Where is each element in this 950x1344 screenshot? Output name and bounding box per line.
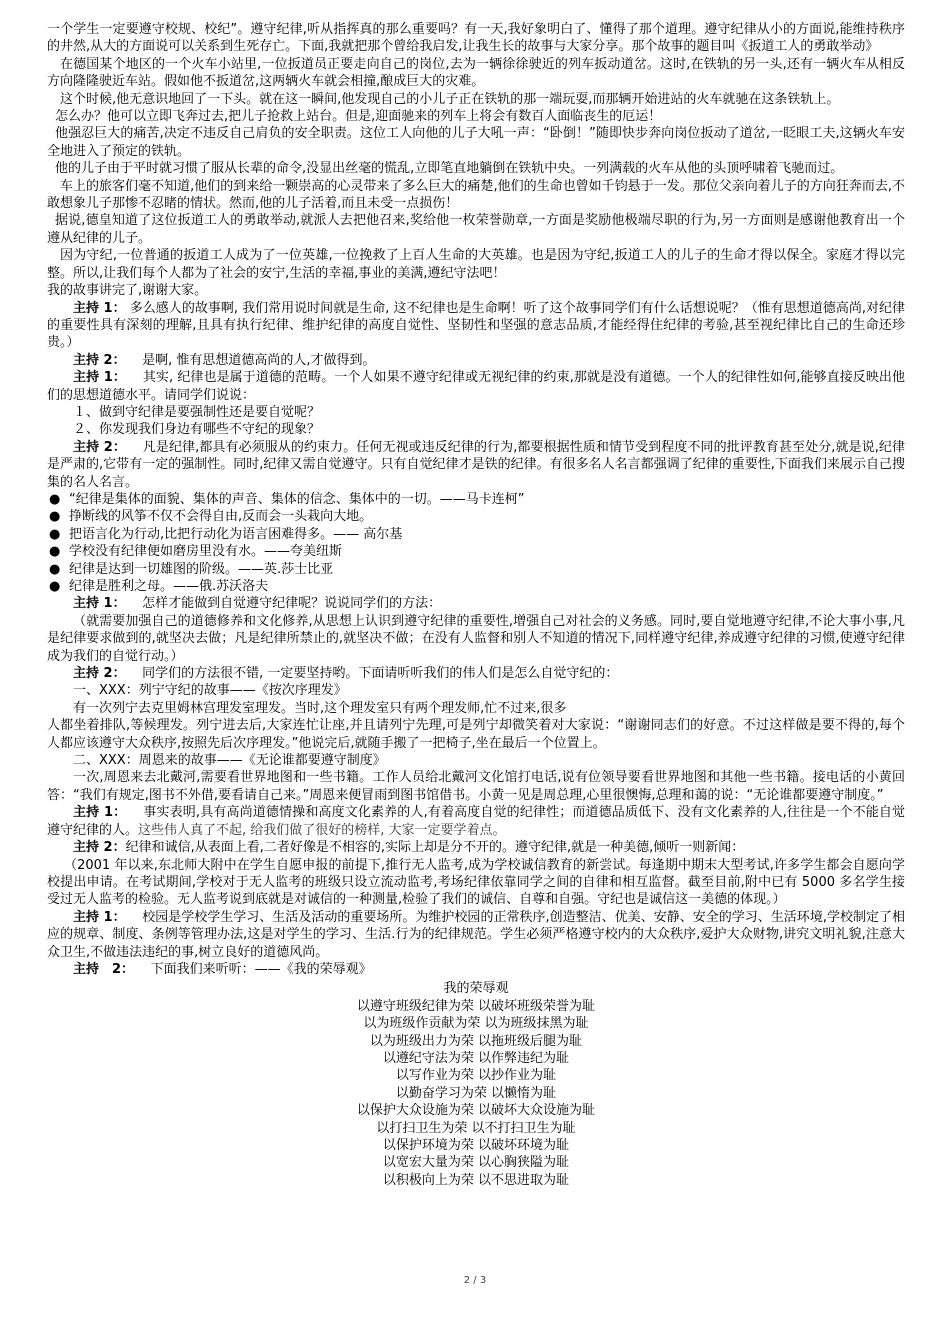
bullet-icon: ● <box>49 491 61 507</box>
poem-line: 以为班级作贡献为荣 以为班级抹黑为耻 <box>363 1016 589 1032</box>
story-paragraph: 有一次列宁去克里姆林宫理发室理发。当时,这个理发室只有两个理发师,忙不过来,很多 <box>73 700 567 716</box>
host-line <box>47 352 905 369</box>
bullet-icon: ● <box>49 561 61 577</box>
poem-line: 以写作业为荣 以抄作业为耻 <box>395 1068 557 1084</box>
intro-paragraph: 一个学生一定要遵守校规、校纪”。遵守纪律,听从指挥真的那么重要吗？有一天,我好象明白了、懂得了那个道理。遵守纪律从小的方面说,能维持秩序的井然,从大的方面说可以关系到生死存亡。下面,我就把那个曾给我启发,让我生长的故事与大家分享。那个故事的题目叫《扳道工人的勇敢举动》 <box>47 22 905 55</box>
host-line <box>47 804 905 839</box>
poem-line: 以保护环境为荣 以破坏环境为耻 <box>382 1138 570 1153</box>
poem-line: 以遵守班级纪律为荣 以破坏班级荣誉为耻 <box>356 998 596 1014</box>
story-closing: 我的故事讲完了,谢谢大家。 <box>47 283 208 299</box>
host-line <box>47 665 905 682</box>
host-text: 是啊, 惟有思想道德高尚的人,才做得到。 <box>142 352 376 368</box>
host-text: 同学们的方法很不错, 一定要坚持哟。下面请听听我们的伟人们是怎么自觉守纪的： <box>142 666 619 682</box>
story-paragraph: 据说,德皇知道了这位扳道工人的勇敢举动,就派人去把他召来,奖给他一枚荣誉勋章,一方面是奖励他极端尽职的行为,另一方面则是感谢他教育出一个遵从纪律的儿子。 <box>47 213 905 246</box>
poem-line: 以为班级出力为荣 以拖班级后腿为耻 <box>369 1033 583 1049</box>
poem-line: 以积极向上为荣 以不思进取为耻 <box>382 1172 570 1188</box>
poem-line: 以勤奋学习为荣 以懒惰为耻 <box>395 1085 557 1101</box>
host-text: 校园是学校学生学习、生活及活动的重要场所。为维护校园的正常秩序,创造整洁、优美、安静、安全的学习、生活环境,学校制定了相应的规章、制度、条例等管理办法,这是对学生的学习、生活.行为的纪律规范。学生必须严格遵守校内的大众秩序,爱护大众财物,讲究文明礼貌,注意大众卫生,不做违法违纪的事,树立良好的道德风尚。 <box>47 909 906 960</box>
poem-line: 以宽宏大量为荣 以心胸狭隘为耻 <box>382 1155 570 1171</box>
quote-item: ● 纪律是达到一切雄图的阶级。——英.莎士比亚 <box>49 561 334 577</box>
host-text: 纪律和诚信,从表面上看,二者好像是不相容的,实际上却是分不开的。遵守纪律,就是一种美德,倾听一则新闻： <box>125 840 745 856</box>
question-item: ２、你发现我们身边有哪些不守纪的现象？ <box>73 422 321 438</box>
host-aside: 这些伟人真了不起, 给我们做了很好的榜样, 大家一定要学着点。 <box>138 822 506 838</box>
host-text: 凡是纪律,都具有必须服从的约束力。任何无视或违反纪律的行为,都要根据性质和情节受到程度不同的批评教育甚至处分,就是说,纪律是严肃的,它带有一定的强制性。同时,纪律又需自觉遵守。只有自觉纪律才是铁的纪律。有很多名人名言都强调了纪律的重要性,下面我们来展示自己搜集的名人名言。 <box>47 439 906 490</box>
poem-title: 我的荣辱观 <box>443 981 509 997</box>
quote-item: ● 纪律是胜利之母。——俄.苏沃洛夫 <box>49 579 269 594</box>
host-label: 主持 1： <box>73 805 127 821</box>
host-label: 主持 1： <box>73 909 126 925</box>
host-text: 事实表明,具有高尚道德情操和高度文化素养的人,有着高度自觉的纪律性；而道德品质低下、没有文化素养的人,往往是一个不能自觉遵守纪律的人。 <box>47 805 906 838</box>
story-title: 一、XXX：列宁守纪的故事——《按次序理发》 <box>73 683 347 699</box>
host-line <box>47 300 905 352</box>
news-paragraph: （2001 年以来,东北师大附中在学生自愿申报的前提下,推行无人监考,成为学校诚信教育的新尝试。每逢期中期末大型考试,许多学生都会自愿向学校提出申请。在考试期间,学校对于无人监考的班级只设立流动监考,考场纪律依靠同学之间的自律和相互监督。截至目前,附中已有 5000 多名学生接受过无人监考的检验。无人监考说到底就是对诚信的一种测量,检验了我们的诚信、自尊和自强。守纪也是诚信这一美德的体现。） <box>47 857 905 908</box>
host-label: 主持 1： <box>73 370 126 386</box>
host-line <box>47 909 905 961</box>
host-line <box>47 369 905 404</box>
story-paragraph: 在德国某个地区的一个火车小站里,一位扳道员正要走向自己的岗位,去为一辆徐徐驶近的列车扳动道岔。这时,在铁轨的另一头,还有一辆火车从相反方向隆隆驶近车站。假如他不扳道岔,这两辆火车就会相撞,酿成巨大的灾难。 <box>47 56 905 90</box>
story-paragraph: 一次,周恩来去北戴河,需要看世界地图和一些书籍。工作人员给北戴河文化馆打电话,说有位领导要看世界地图和其他一些书籍。接电话的小黄回答：“我们有规定,图书不外借,要看请自己来。”周恩来便冒雨到图书馆借书。小黄一见是周总理,心里很懊悔,总理和蔼的说：“无论谁都要遵守制度。” <box>47 770 905 803</box>
quote-item: ● 把语言化为行动,比把行动化为语言困难得多。—— 高尔基 <box>49 526 403 542</box>
poem-line: 以打扫卫生为荣 以不打扫卫生为耻 <box>376 1120 576 1136</box>
host-label: 主持 1： <box>73 596 126 612</box>
host-label: 主持 2： <box>73 352 126 368</box>
host-label: 主持 1： <box>73 300 126 316</box>
question-item: １、做到守纪律是要强制性还是要自觉呢？ <box>73 404 321 420</box>
quote-item: ● “纪律是集体的面貌、集体的声音、集体的信念、集体中的一切。——马卡连柯” <box>49 491 525 507</box>
host-label: 主持 2： <box>73 439 126 455</box>
host-text: 下面我们来听听：——《我的荣辱观》 <box>150 961 372 977</box>
honor-poem <box>47 980 905 1189</box>
host-text: 其实, 纪律也是属于道德的范畴。一个人如果不遵守纪律或无视纪律的约束,那就是没有道德。一个人的纪律性如何,能够直接反映出他们的思想道德水平。请同学们说说： <box>47 370 906 403</box>
quote-item: ● 学校没有纪律便如磨房里没有水。——夸美纽斯 <box>49 544 343 560</box>
quote-item: ● 挣断线的风筝不仅不会得自由,反而会一头栽向大地。 <box>49 509 373 525</box>
host-label: 主持 2： <box>73 961 135 977</box>
host-label: 主持 2： <box>73 840 126 856</box>
host-line <box>47 439 905 491</box>
quote-list <box>47 491 905 595</box>
story-paragraph: 人都坐着排队,等候理发。列宁进去后,大家连忙让座,并且请列宁先理,可是列宁却微笑着对大家说：“谢谢同志们的好意。不过这样做是要不得的,每个人都应该遵守大众秩序,按照先后次序理发。”他说完后,就随手搬了一把椅子,坐在最后一个位置上。 <box>47 718 905 751</box>
bullet-icon: ● <box>49 544 61 560</box>
bullet-icon: ● <box>49 509 61 525</box>
host-line <box>47 595 905 612</box>
host-line <box>47 961 905 978</box>
host-label: 主持 2： <box>73 666 126 682</box>
host-text: 怎样才能做到自觉遵守纪律呢？说说同学们的方法： <box>142 596 442 612</box>
story-paragraph: 这个时候,他无意识地回了一下头。就在这一瞬间,他发现自己的小儿子正在铁轨的那一端玩耍,而那辆开始进站的火车就驰在这条铁轨上。 <box>60 91 840 107</box>
host-line <box>47 839 905 856</box>
story-paragraph: 怎么办？他可以立即飞奔过去,把儿子抢救上站台。但是,迎面驰来的列车上将会有数百人面临丧生的厄运！ <box>55 109 662 125</box>
document-page <box>47 21 905 1189</box>
page-number: 2 / 3 <box>463 1275 487 1286</box>
poem-line: 以保护大众设施为荣 以破坏大众设施为耻 <box>356 1103 596 1119</box>
story-paragraph: 车上的旅客们毫不知道,他们的到来给一颗崇高的心灵带来了多么巨大的痛楚,他们的生命也曾如千钧悬于一发。那位父亲向着儿子的方向狂奔而去,不敢想象儿子那惨不忍睹的情状。然而,他的儿子活着,而且未受一点损伤！ <box>47 178 905 212</box>
host-text: 多么感人的故事啊, 我们常用说时间就是生命, 这不纪律也是生命啊！听了这个故事同学们有什么话想说呢？（惟有思想道德高尚,对纪律的重要性具有深刻的理解,且具有执行纪律、维护纪律的高度自觉性、坚韧性和坚强的意志品质,才能经得住纪律的考验,甚至视纪律比自己的生命还珍贵。） <box>47 300 905 351</box>
story-title: 二、XXX：周恩来的故事——《无论谁都要遵守制度》 <box>73 753 386 769</box>
bullet-icon: ● <box>49 526 61 542</box>
host-note: （就需要加强自己的道德修养和文化修养,从思想上认识到遵守纪律的重要性,增强自己对社会的义务感。同时,要自觉地遵守纪律,不论大事小事,凡是纪律要求做到的,就坚决去做；凡是纪律所禁止的,就坚决不做；在没有人监督和别人不知道的情况下,同样遵守纪律,养成遵守纪律的习惯,使遵守纪律成为我们的自觉行动。） <box>47 613 905 664</box>
story-paragraph: 他强忍巨大的痛苦,决定不违反自己肩负的安全职责。这位工人向他的儿子大吼一声：“卧倒！”随即快步奔向岗位扳动了道岔,一眨眼工夫,这辆火车安全地进入了预定的铁轨。 <box>47 126 905 159</box>
bullet-icon: ● <box>49 579 61 594</box>
poem-line: 以遵纪守法为荣 以作弊违纪为耻 <box>382 1050 570 1066</box>
story-paragraph: 因为守纪,一位普通的扳道工人成为了一位英雄,一位挽救了上百人生命的大英雄。也是因为守纪,扳道工人的儿子的生命才得以保全。家庭才得以完整。所以,让我们每个人都为了社会的安宁,生活的幸福,事业的美满,遵纪守法吧！ <box>47 248 905 281</box>
story-paragraph: 他的儿子由于平时就习惯了服从长辈的命令,没显出丝毫的慌乱,立即笔直地躺倒在铁轨中央。一列满载的火车从他的头顶呼啸着飞驰而过。 <box>55 161 844 177</box>
